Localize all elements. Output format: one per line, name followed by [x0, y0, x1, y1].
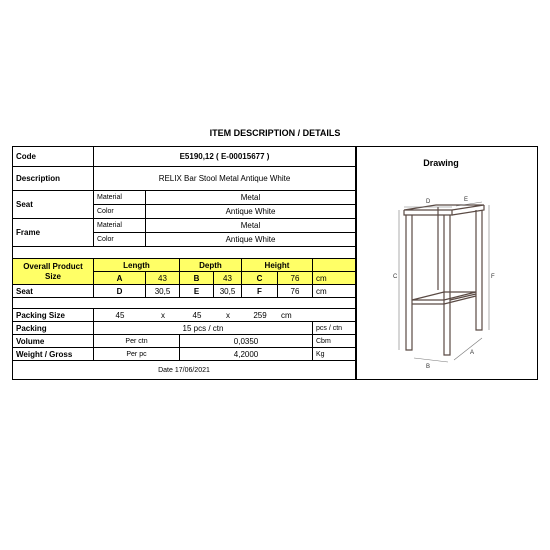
dim-e-value: 30,5 — [214, 285, 242, 298]
frame-material-label: Material — [94, 219, 146, 233]
dim-d-letter: D — [94, 285, 146, 298]
packing-size-label: Packing Size — [13, 309, 94, 322]
overall-size-label-line1: Overall Product — [23, 261, 83, 271]
label-a: A — [470, 350, 475, 356]
seat-dims-unit: cm — [313, 285, 356, 298]
dim-b-letter: B — [180, 272, 214, 285]
volume-value: 0,0350 — [180, 335, 313, 348]
packing-unit: pcs / ctn — [313, 322, 356, 335]
drawing-title: Drawing — [423, 158, 459, 168]
date-text: Date 17/06/2021 — [13, 361, 356, 379]
label-b: B — [426, 364, 431, 370]
seat-material-label: Material — [94, 191, 146, 205]
label-f: F — [491, 274, 495, 280]
volume-label: Volume — [13, 335, 94, 348]
dim-d-value: 30,5 — [146, 285, 180, 298]
overall-unit: cm — [313, 272, 356, 285]
dim-a-value: 43 — [146, 272, 180, 285]
seat-dims-label: Seat — [13, 285, 94, 298]
packing-size-x1: x — [146, 309, 180, 322]
label-e: E — [464, 197, 469, 203]
volume-basis: Per ctn — [94, 335, 180, 348]
description-value: RELIX Bar Stool Metal Antique White — [94, 167, 356, 191]
document-title: ITEM DESCRIPTION / DETAILS — [209, 128, 341, 138]
spacer-row-2 — [13, 298, 356, 309]
seat-color-value: Antique White — [146, 205, 356, 219]
seat-color-label: Color — [94, 205, 146, 219]
label-c: C — [393, 274, 398, 280]
packing-size-x2: x — [214, 309, 242, 322]
packing-size-v1: 45 — [94, 309, 146, 322]
weight-unit: Kg — [313, 348, 356, 361]
volume-unit: Cbm — [313, 335, 356, 348]
overall-size-label — [13, 259, 94, 285]
frame-material-value: Metal — [146, 219, 356, 233]
frame-color-value: Antique White — [146, 233, 356, 247]
packing-size-v2: 45 — [180, 309, 214, 322]
spacer-row — [13, 247, 356, 259]
overall-size-label-line2: Size — [44, 271, 61, 281]
frame-label: Frame — [13, 219, 94, 247]
seat-label: Seat — [13, 191, 94, 219]
length-header: Length — [94, 259, 180, 272]
code-value: E5190,12 ( E-00015677 ) — [94, 147, 356, 167]
dim-e-letter: E — [180, 285, 214, 298]
dim-f-letter: F — [242, 285, 278, 298]
stool-drawing — [344, 180, 538, 370]
dim-c-letter: C — [242, 272, 278, 285]
code-label: Code — [13, 147, 94, 167]
depth-header: Depth — [180, 259, 242, 272]
label-d: D — [426, 199, 431, 205]
weight-value: 4,2000 — [180, 348, 313, 361]
packing-value: 15 pcs / ctn — [94, 322, 313, 335]
packing-size-v3: 259 — [242, 309, 278, 322]
frame-color-label: Color — [94, 233, 146, 247]
seat-material-value: Metal — [146, 191, 356, 205]
dim-f-value: 76 — [278, 285, 313, 298]
weight-label: Weight / Gross — [13, 348, 94, 361]
height-header: Height — [242, 259, 313, 272]
description-label: Description — [13, 167, 94, 191]
dim-b-value: 43 — [214, 272, 242, 285]
weight-basis: Per pc — [94, 348, 180, 361]
packing-label: Packing — [13, 322, 94, 335]
packing-size-unit: cm — [278, 309, 356, 322]
dim-a-letter: A — [94, 272, 146, 285]
dim-c-value: 76 — [278, 272, 313, 285]
